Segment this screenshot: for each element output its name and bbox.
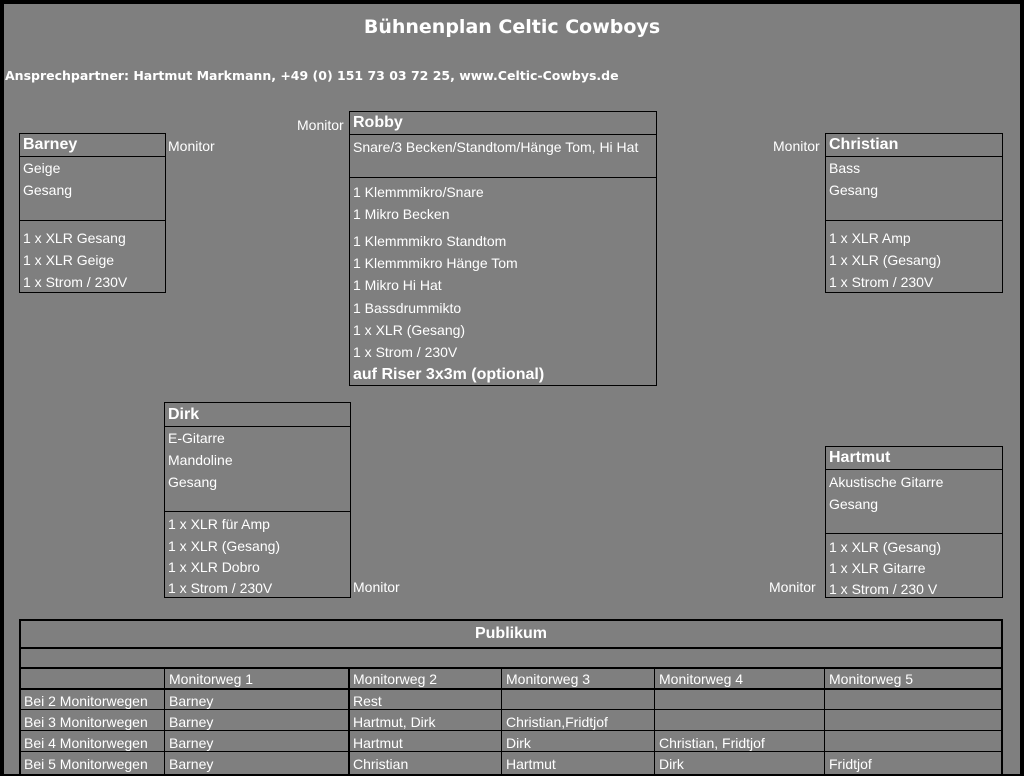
role-line: Gesang [168,474,218,490]
musician-name: Dirk [165,403,350,427]
row-label: Bei 5 Monitorwegen [24,756,148,772]
table-cell: Christian [353,756,409,772]
musician-box-christian [825,133,1003,293]
need-line: 1 x XLR Gitarre [829,560,926,576]
need-line: 1 Klemmmikro Standtom [353,233,507,249]
table-cell: Rest [353,693,382,709]
need-line: 1 Klemmmikro/Snare [353,184,484,200]
table-cell: Barney [169,756,214,772]
monitor-label-dirk: Monitor [353,579,400,595]
table-cell: Dirk [659,756,684,772]
audience-table [19,619,1003,774]
table-cell: Hartmut [353,735,403,751]
need-line: 1 x Strom / 230V [23,274,128,290]
column-header: Monitorweg 5 [829,671,914,687]
musician-name: Robby [350,112,656,135]
musician-box-hartmut [825,446,1003,598]
role-line: Akustische Gitarre [829,474,944,490]
contact-line: Ansprechpartner: Hartmut Markmann, +49 (0) 151 73 03 72 25, www.Celtic-Cowbys.de [5,68,619,83]
table-cell: Dirk [506,735,531,751]
role-line: Snare/3 Becken/Standtom/Hänge Tom, Hi Hat [353,139,639,155]
row-label: Bei 3 Monitorwegen [24,714,148,730]
musician-name: Hartmut [826,447,1002,470]
monitor-label-hartmut: Monitor [769,579,816,595]
table-cell: Christian, Fridtjof [659,735,765,751]
row-label: Bei 2 Monitorwegen [24,693,148,709]
need-line: 1 Mikro Becken [353,206,450,222]
riser-note: auf Riser 3x3m (optional) [353,366,545,383]
need-line: 1 Mikro Hi Hat [353,277,442,293]
need-line: 1 x Strom / 230V [829,274,934,290]
table-cell: Barney [169,693,214,709]
need-line: 1 x XLR Geige [23,252,115,268]
need-line: 1 x Strom / 230V [353,344,458,360]
musician-box-robby [349,111,657,386]
need-line: 1 Klemmmikro Hänge Tom [353,255,518,271]
need-line: 1 x XLR (Gesang) [829,252,942,268]
audience-title: Publikum [21,621,1001,649]
table-cell: Hartmut, Dirk [353,714,436,730]
musician-box-dirk [164,402,351,598]
need-line: 1 x XLR für Amp [168,516,270,532]
need-line: 1 x XLR Gesang [23,230,126,246]
role-line: E-Gitarre [168,430,225,446]
column-header: Monitorweg 2 [353,671,438,687]
page-title: Bühnenplan Celtic Cowboys [363,16,661,38]
table-cell: Barney [169,714,214,730]
column-header: Monitorweg 3 [506,671,591,687]
musician-name: Christian [826,134,1002,157]
need-line: 1 x XLR Dobro [168,559,260,575]
column-header: Monitorweg 1 [169,671,254,687]
role-line: Gesang [829,496,879,512]
column-header: Monitorweg 4 [659,671,744,687]
role-line: Bass [829,160,861,176]
need-line: 1 x XLR (Gesang) [829,539,942,555]
monitor-label-robby: Monitor [297,117,344,133]
need-line: 1 x Strom / 230V [168,580,273,596]
musician-box-barney [19,133,166,293]
need-line: 1 x XLR Amp [829,230,911,246]
need-line: 1 x XLR (Gesang) [168,538,281,554]
musician-name: Barney [20,134,165,157]
stage-plan-sheet [4,4,1020,774]
role-line: Geige [23,160,61,176]
role-line: Gesang [829,182,879,198]
need-line: 1 x XLR (Gesang) [353,322,466,338]
table-cell: Fridtjof [829,756,872,772]
role-line: Mandoline [168,452,233,468]
role-line: Gesang [23,182,73,198]
monitor-label-christian: Monitor [773,138,820,154]
monitor-label-barney: Monitor [168,138,215,154]
need-line: 1 x Strom / 230 V [829,581,938,597]
table-cell: Hartmut [506,756,556,772]
table-cell: Barney [169,735,214,751]
table-cell: Christian,Fridtjof [506,714,608,730]
row-label: Bei 4 Monitorwegen [24,735,148,751]
need-line: 1 Bassdrummikto [353,300,462,316]
